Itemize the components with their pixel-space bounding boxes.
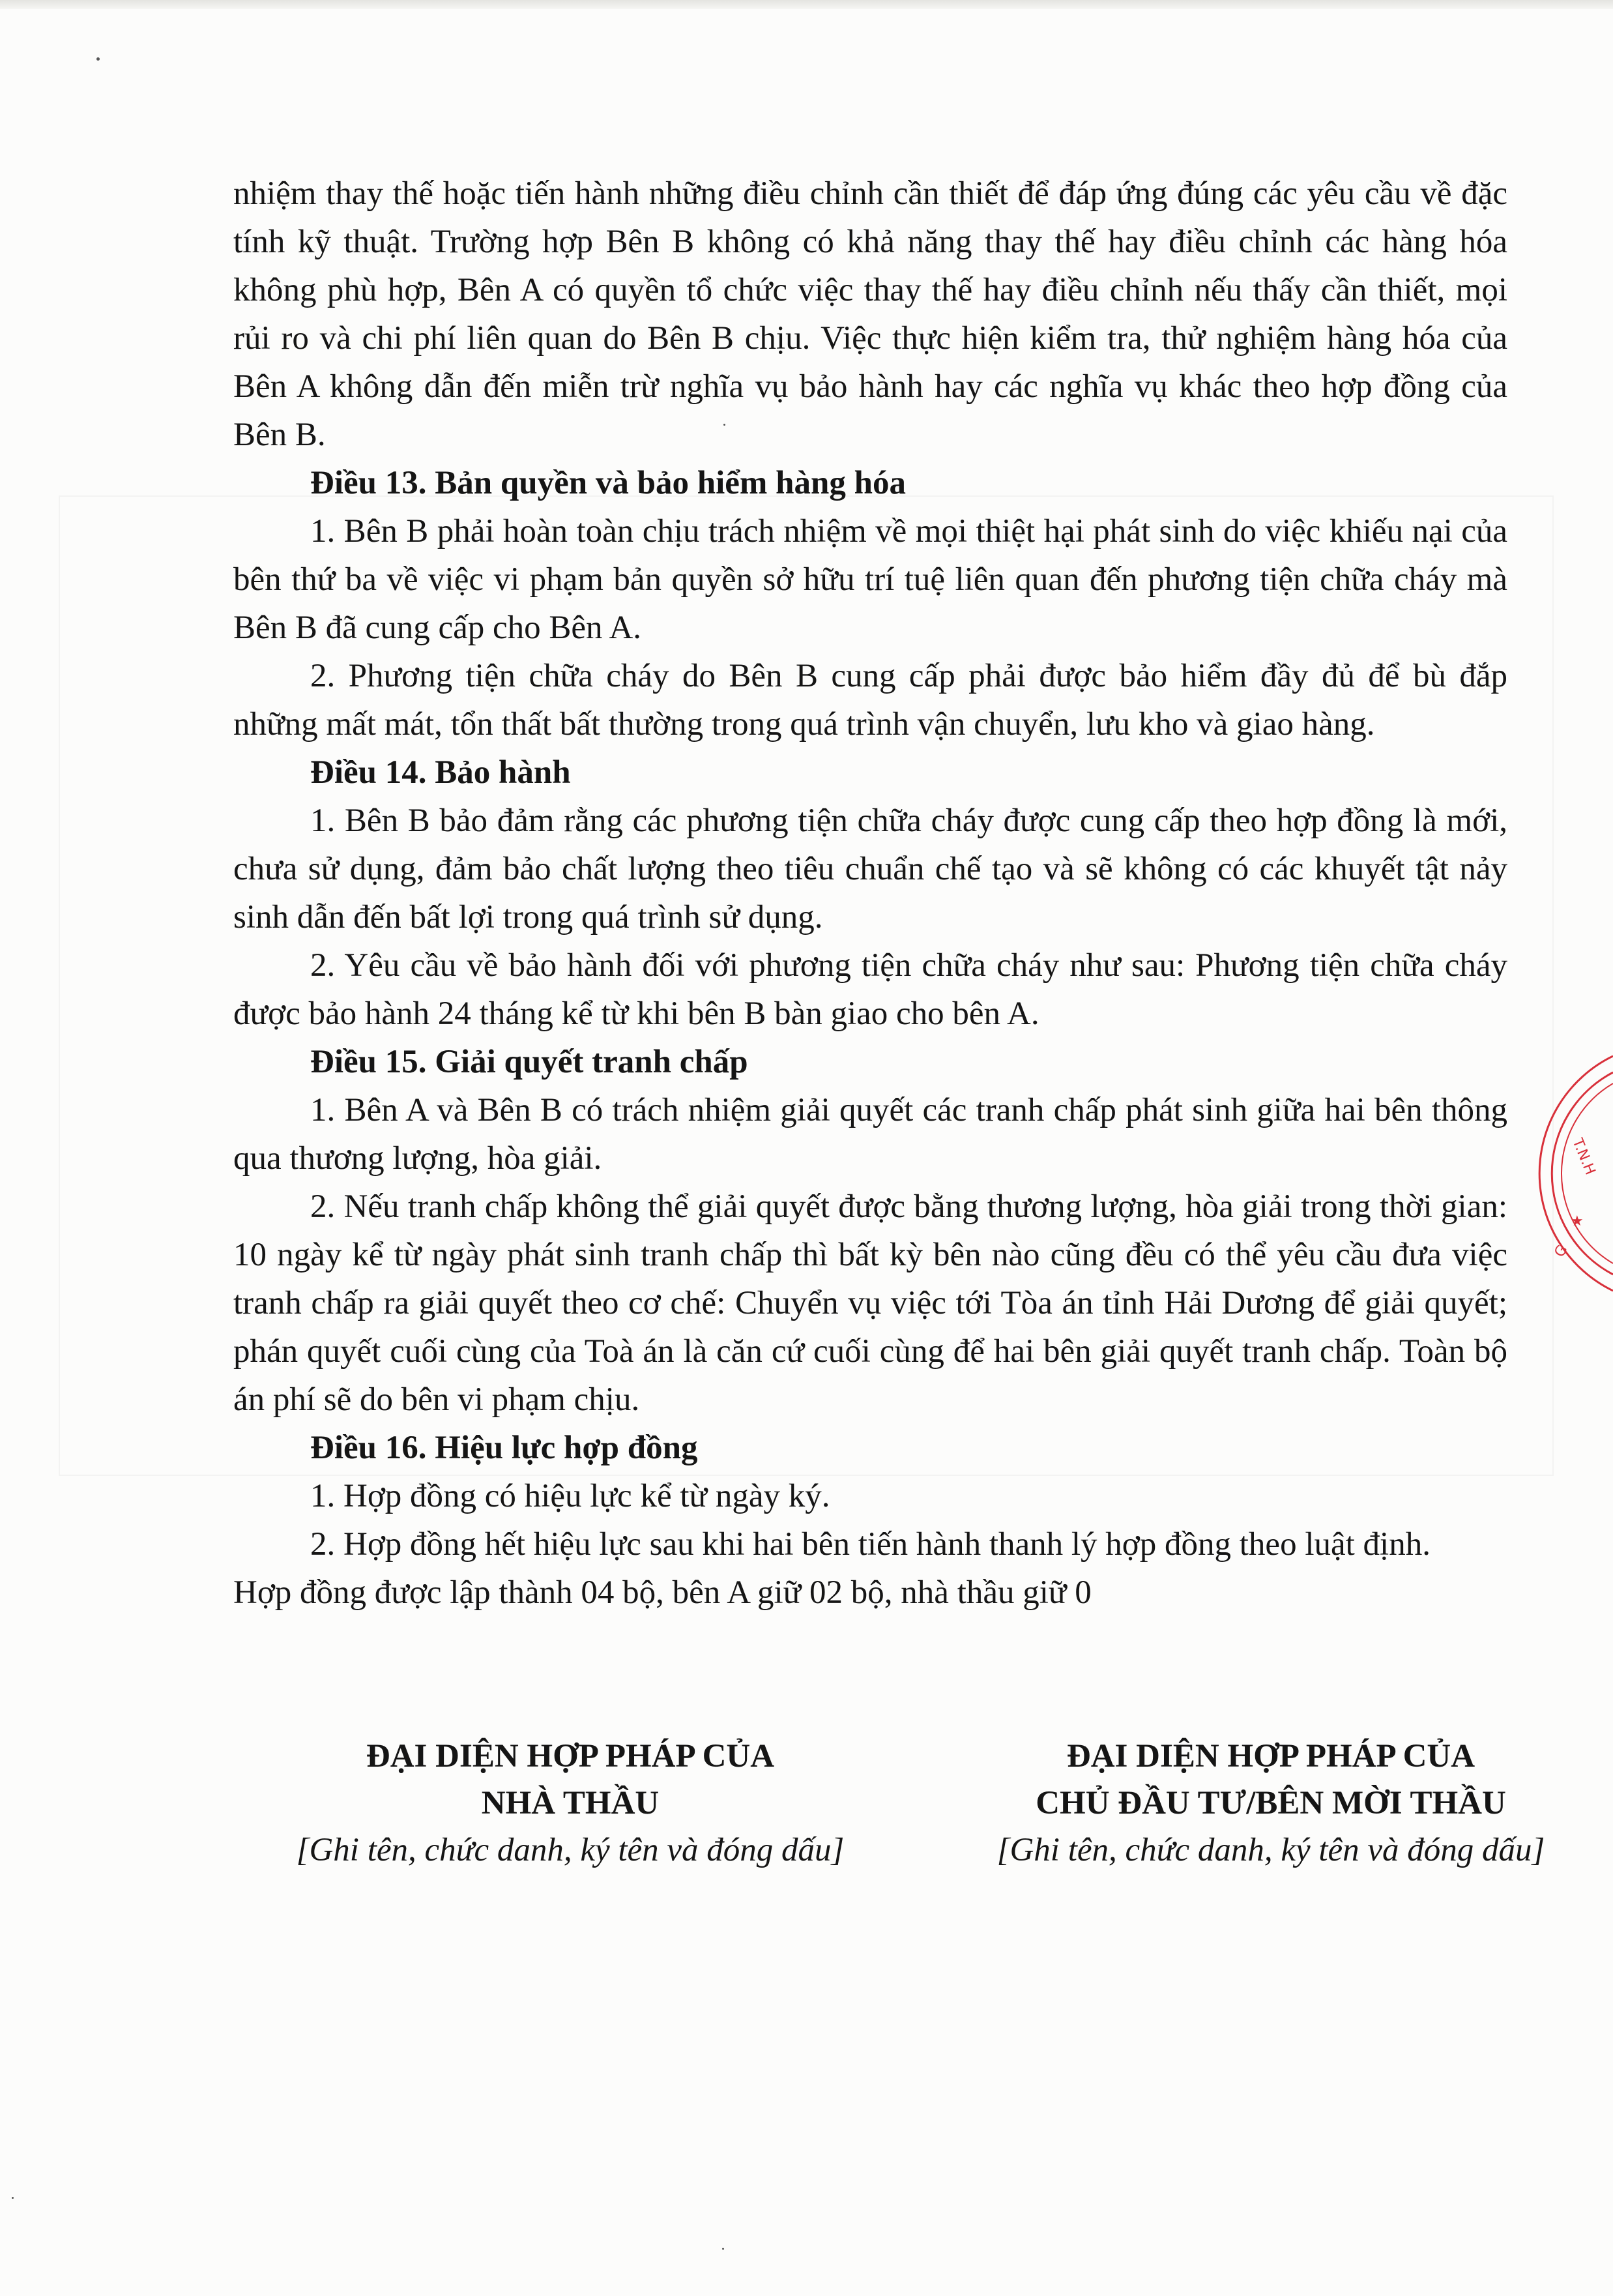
svg-text:T.N.H: T.N.H xyxy=(1569,1136,1599,1177)
article-15-heading: Điều 15. Giải quyết tranh chấp xyxy=(310,1044,748,1080)
scan-speck xyxy=(723,424,725,426)
owner-title-line1: ĐẠI DIỆN HỢP PHÁP CỦA xyxy=(1066,1738,1475,1774)
red-stamp-fragment-icon xyxy=(1535,1043,1613,1304)
scan-speck xyxy=(12,2197,14,2199)
article-14-clause-1: 1. Bên B bảo đảm rằng các phương tiện chữa cháy được cung cấp theo hợp đồng là mới, chưa sử dụng, đảm bảo chất lượng theo tiêu chuẩn chế tạo và sẽ không có các khuyết tật nảy sinh dẫn đến bất lợi trong quá trình sử dụng. xyxy=(233,802,1507,935)
contractor-title-line2: NHÀ THẦU xyxy=(481,1785,660,1821)
contract-body xyxy=(233,169,1507,1617)
article-15-clause-1: 1. Bên A và Bên B có trách nhiệm giải quyết các tranh chấp phát sinh giữa hai bên thông qua thương lượng, hòa giải. xyxy=(233,1092,1507,1177)
article-15-clause-2: 2. Nếu tranh chấp không thể giải quyết được bằng thương lượng, hòa giải trong thời gian: 10 ngày kể từ ngày phát sinh tranh chấp thì bất kỳ bên nào cũng đều có thể yêu cầu đưa việc tranh chấp ra giải quyết theo cơ chế: Chuyển vụ việc tới Tòa án tỉnh Hải Dương để giải quyết; phán quyết cuối cùng của Toà án là căn cứ cuối cùng để hai bên giải quyết tranh chấp. Toàn bộ án phí sẽ do bên vi phạm chịu. xyxy=(233,1188,1507,1418)
owner-title-line2: CHỦ ĐẦU TƯ/BÊN MỜI THẦU xyxy=(1036,1785,1506,1821)
svg-text:★: ★ xyxy=(1571,1213,1584,1229)
article-16-heading: Điều 16. Hiệu lực hợp đồng xyxy=(310,1430,698,1466)
copies-statement: Hợp đồng được lập thành 04 bộ, bên A giữ 02 bộ, nhà thầu giữ 0 xyxy=(233,1574,1092,1611)
svg-text:G: G xyxy=(1551,1242,1571,1260)
contractor-signature-block xyxy=(248,1733,893,1874)
contractor-signature-note: [Ghi tên, chức danh, ký tên và đóng dấu] xyxy=(296,1832,845,1868)
owner-signature-block xyxy=(945,1733,1597,1874)
article-16-clause-2: 2. Hợp đồng hết hiệu lực sau khi hai bên tiến hành thanh lý hợp đồng theo luật định. xyxy=(310,1526,1431,1563)
article-13-clause-2: 2. Phương tiện chữa cháy do Bên B cung cấp phải được bảo hiểm đầy đủ để bù đắp những mất mát, tổn thất bất thường trong quá trình vận chuyển, lưu kho và giao hàng. xyxy=(233,658,1507,743)
paragraph-continuation: nhiệm thay thế hoặc tiến hành những điều chỉnh cần thiết để đáp ứng đúng các yêu cầu về đặc tính kỹ thuật. Trường hợp Bên B không có khả năng thay thế hay điều chỉnh các hàng hóa không phù hợp, Bên A có quyền tổ chức việc thay thế hay điều chỉnh nếu thấy cần thiết, mọi rủi ro và chi phí liên quan do Bên B chịu. Việc thực hiện kiểm tra, thử nghiệm hàng hóa của Bên A không dẫn đến miễn trừ nghĩa vụ bảo hành hay các nghĩa vụ khác theo hợp đồng của Bên B. xyxy=(233,175,1507,453)
scan-edge xyxy=(0,0,1613,9)
scan-speck xyxy=(96,57,100,61)
article-13-heading: Điều 13. Bản quyền và bảo hiểm hàng hóa xyxy=(310,465,906,501)
contractor-title-line1: ĐẠI DIỆN HỢP PHÁP CỦA xyxy=(366,1738,775,1774)
article-14-clause-2: 2. Yêu cầu về bảo hành đối với phương tiện chữa cháy như sau: Phương tiện chữa cháy được bảo hành 24 tháng kể từ khi bên B bàn giao cho bên A. xyxy=(233,947,1507,1032)
owner-signature-note: [Ghi tên, chức danh, ký tên và đóng dấu] xyxy=(996,1832,1545,1868)
article-14-heading: Điều 14. Bảo hành xyxy=(310,754,571,791)
article-16-clause-1: 1. Hợp đồng có hiệu lực kể từ ngày ký. xyxy=(310,1478,830,1514)
scan-speck xyxy=(722,2248,724,2250)
article-13-clause-1: 1. Bên B phải hoàn toàn chịu trách nhiệm về mọi thiệt hại phát sinh do việc khiếu nại của bên thứ ba về việc vi phạm bản quyền sở hữu trí tuệ liên quan đến phương tiện chữa cháy mà Bên B đã cung cấp cho Bên A. xyxy=(233,513,1507,646)
